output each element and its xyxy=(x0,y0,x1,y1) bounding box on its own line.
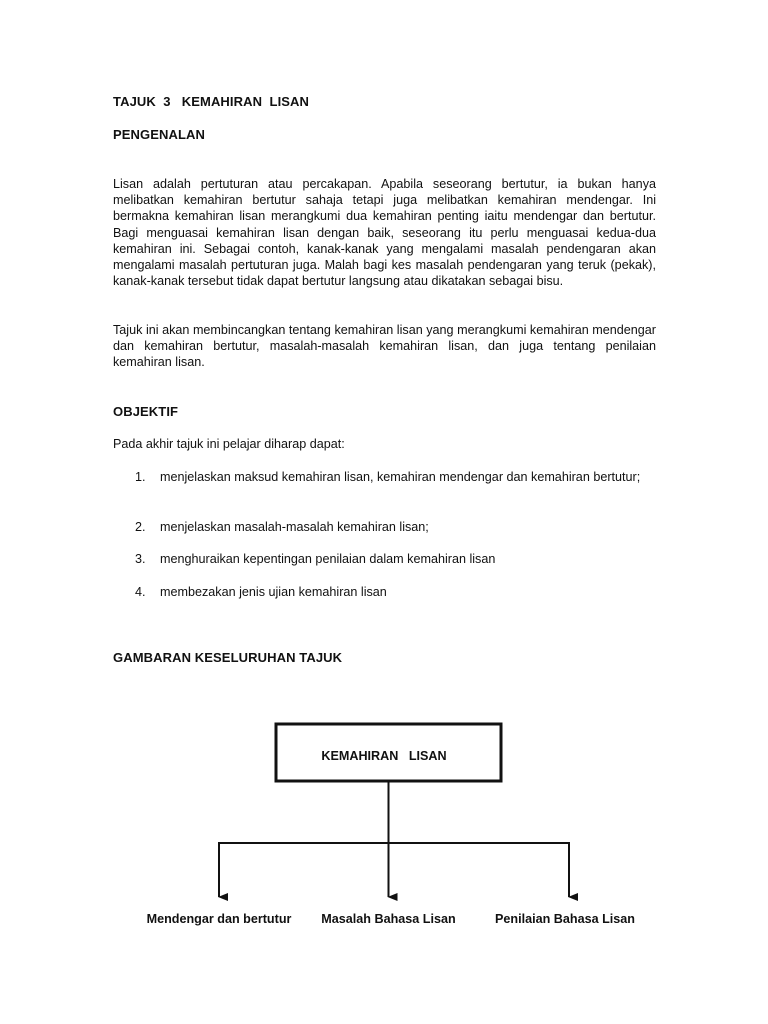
objective-number: 2. xyxy=(135,520,146,534)
scope-paragraph: Tajuk ini akan membincangkan tentang kemahiran lisan yang merangkumi kemahiran mendengar dan kemahiran bertutur, masalah-masalah kemahiran lisan, dan juga tentang penilaian kemahiran lisan. xyxy=(113,323,656,370)
objective-text: membezakan jenis ujian kemahiran lisan xyxy=(160,585,387,599)
objective-number: 4. xyxy=(135,585,146,599)
intro-heading: PENGENALAN xyxy=(113,127,206,142)
child-label-listening-speaking: Mendengar dan bertutur xyxy=(146,912,292,926)
objective-text: menjelaskan maksud kemahiran lisan, kemahiran mendengar dan kemahiran bertutur; xyxy=(160,470,641,484)
child-label-oral-language-problems: Masalah Bahasa Lisan xyxy=(321,912,456,926)
objective-heading: OBJEKTIF xyxy=(113,404,179,419)
objective-text: menjelaskan masalah-masalah kemahiran lisan; xyxy=(160,520,429,534)
objective-text: menghuraikan kepentingan penilaian dalam kemahiran lisan xyxy=(160,552,496,566)
page-title: TAJUK 3 KEMAHIRAN LISAN xyxy=(113,94,310,109)
overview-heading: GAMBARAN KESELURUHAN TAJUK xyxy=(113,650,343,665)
objective-number: 1. xyxy=(135,470,146,484)
objective-number: 3. xyxy=(135,552,146,566)
objective-lead: Pada akhir tajuk ini pelajar diharap dapat: xyxy=(113,437,345,451)
intro-paragraph: Lisan adalah pertuturan atau percakapan. Apabila seseorang bertutur, ia bukan hanya melibatkan kemahiran bertutur sahaja tetapi juga melibatkan kemahiran mendengar. Ini bermakna kemahiran lisan merangkumi dua kemahiran penting iaitu mendengar dan bertutur. Bagi menguasai kemahiran lisan dengan baik, seseorang itu perlu menguasai kedua-dua kemahiran ini. Sebagai contoh, kanak-kanak yang mengalami masalah pendengaran akan mengalami masalah pertuturan juga. Malah bagi kes masalah pendengaran yang teruk (pekak), kanak-kanak tersebut tidak dapat bertutur langsung atau dikatakan sebagai bisu. xyxy=(113,177,656,289)
root-label: KEMAHIRAN LISAN xyxy=(321,749,447,763)
child-label-oral-language-assessment: Penilaian Bahasa Lisan xyxy=(495,912,635,926)
